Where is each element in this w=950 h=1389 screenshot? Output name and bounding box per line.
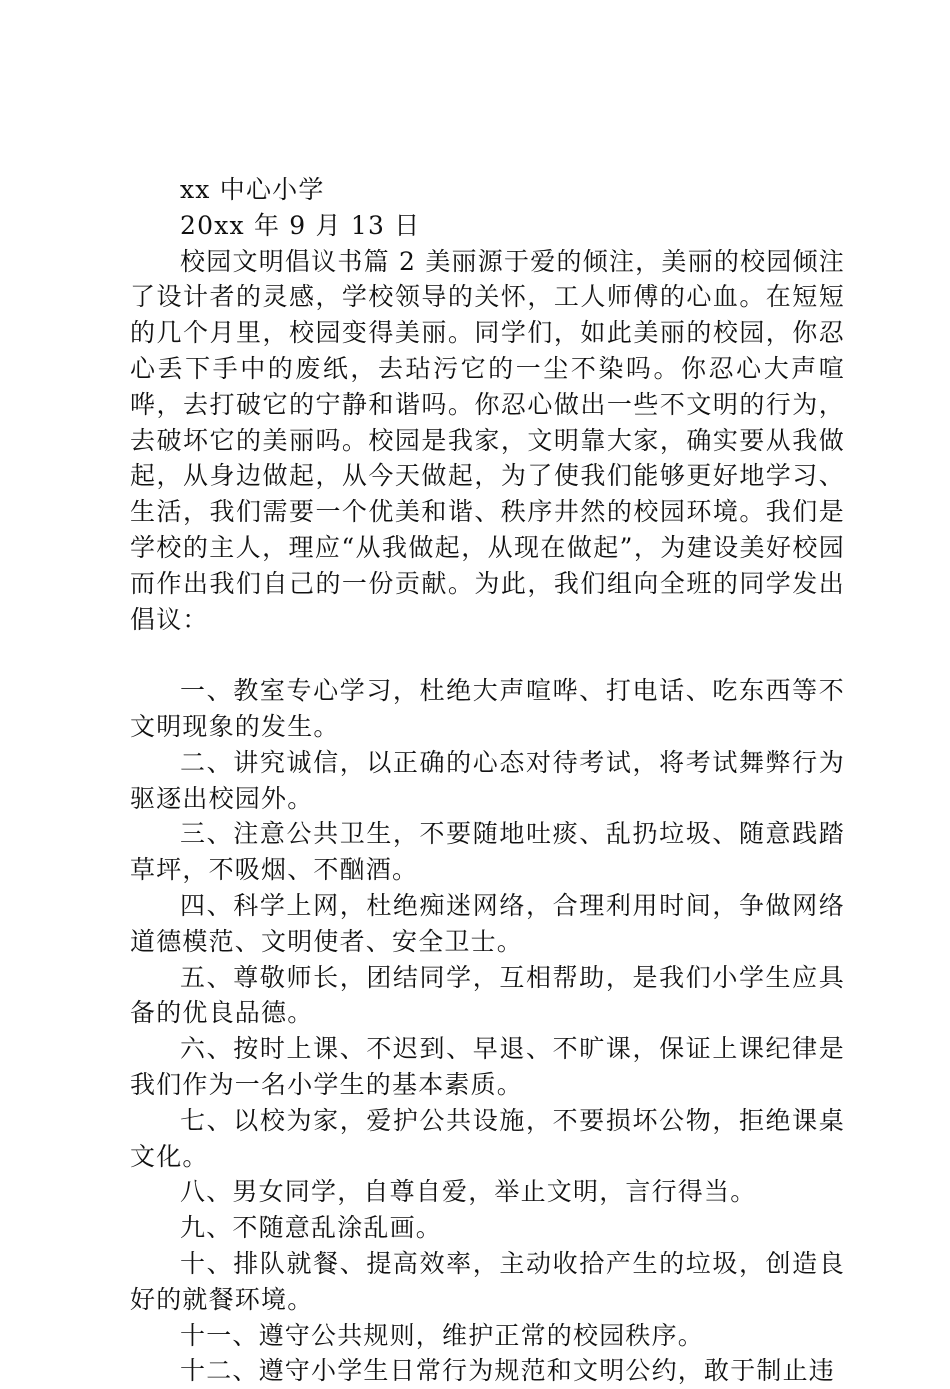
proposal-item-3: 三、注意公共卫生，不要随地吐痰、乱扔垃圾、随意践踏草坪，不吸烟、不酗酒。 <box>130 819 845 885</box>
document-body <box>130 172 845 1389</box>
proposal-item-8: 八、男女同学，自尊自爱，举止文明，言行得当。 <box>180 1177 757 1207</box>
document-date: 20xx 年 9 月 13 日 <box>180 210 421 240</box>
proposal-item-11: 十一、遵守公共规则，维护正常的校园秩序。 <box>180 1320 705 1350</box>
school-name: xx 中心小学 <box>180 175 325 204</box>
proposal-item-7: 七、以校为家，爱护公共设施，不要损坏公物，拒绝课桌文化。 <box>130 1105 845 1171</box>
proposal-item-2: 二、讲究诚信，以正确的心态对待考试，将考试舞弊行为驱逐出校园外。 <box>130 747 845 813</box>
proposal-item-10: 十、排队就餐、提高效率，主动收拾产生的垃圾，创造良好的就餐环境。 <box>130 1248 845 1314</box>
proposal-item-6: 六、按时上课、不迟到、早退、不旷课，保证上课纪律是我们作为一名小学生的基本素质。 <box>130 1034 845 1099</box>
proposal-item-12: 十二、遵守小学生日常行为规范和文明公约，敢于制止违 <box>180 1356 836 1386</box>
proposal-item-4: 四、科学上网，杜绝痴迷网络，合理利用时间，争做网络道德模范、文明使者、安全卫士。 <box>130 890 845 956</box>
proposal-item-9: 九、不随意乱涂乱画。 <box>180 1213 443 1243</box>
proposal-item-1: 一、教室专心学习，杜绝大声喧哗、打电话、吃东西等不文明现象的发生。 <box>130 676 845 741</box>
intro-paragraph: 校园文明倡议书篇 2 美丽源于爱的倾注，美丽的校园倾注了设计者的灵感，学校领导的关怀，工人师傅的心血。在短短的几个月里，校园变得美丽。同学们，如此美丽的校园，你忍心丢下手中的废纸，去玷污它的一尘不染吗。你忍心大声喧哗，去打破它的宁静和谐吗。你忍心做出一些不文明的行为，去破坏它的美丽吗。校园是我家，文明靠大家，确实要从我做起，从身边做起，从今天做起，为了使我们能够更好地学习、生活，我们需要一个优美和谐、秩序井然的校园环境。我们是学校的主人，理应“从我做起，从现在做起”，为建设美好校园而作出我们自己的一份贡献。为此，我们组向全班的同学发出倡议： <box>130 246 845 634</box>
proposal-item-5: 五、尊敬师长，团结同学，互相帮助，是我们小学生应具备的优良品德。 <box>130 962 845 1028</box>
